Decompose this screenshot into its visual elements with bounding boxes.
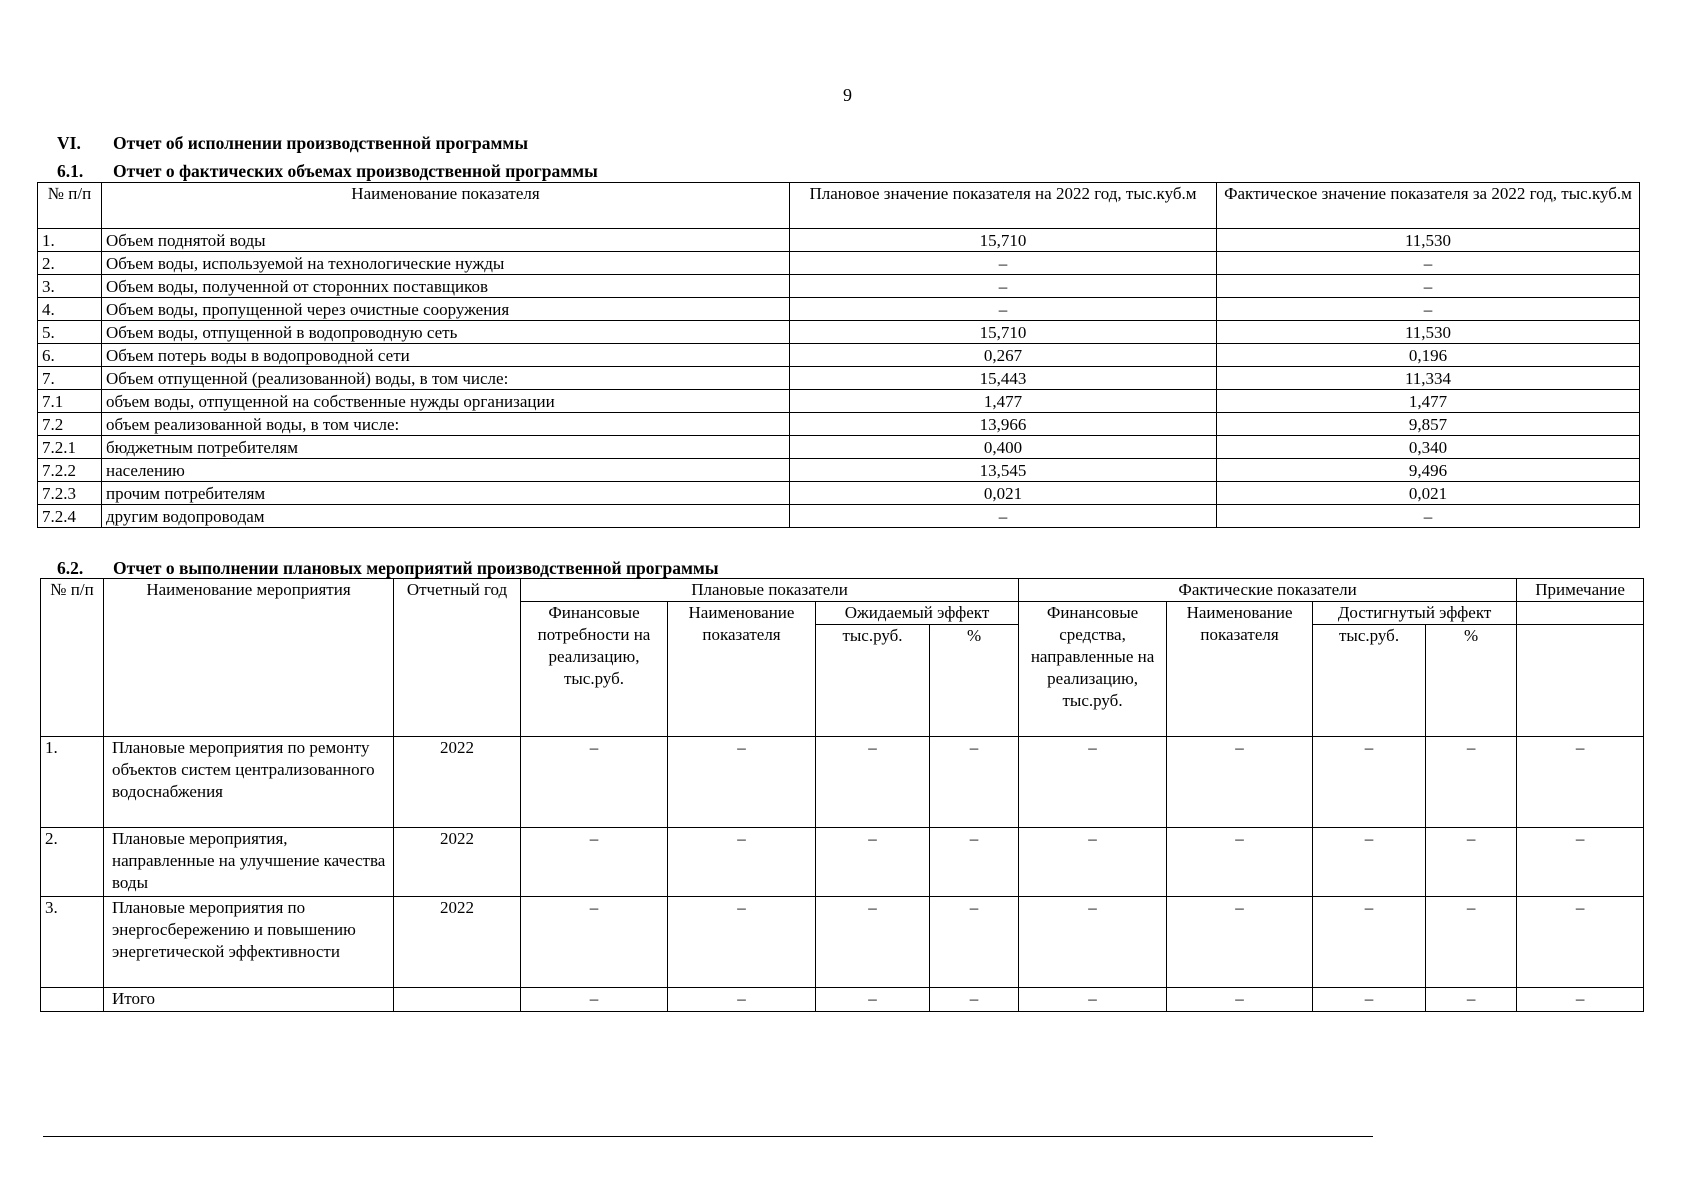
report-year: 2022 <box>394 897 521 988</box>
row-num: 7.2.4 <box>38 505 102 528</box>
plan-value: 13,545 <box>790 459 1217 482</box>
total-row <box>41 988 1644 1012</box>
activities-table <box>40 578 1644 1012</box>
plan-rub: – <box>816 737 930 828</box>
header-note-blank-2 <box>1517 625 1644 737</box>
plan-value: 13,966 <box>790 413 1217 436</box>
note: – <box>1517 897 1644 988</box>
table-row <box>41 828 1644 897</box>
subsection-2-heading <box>57 558 718 579</box>
plan-value: 15,710 <box>790 229 1217 252</box>
indicator-name: Объем отпущенной (реализованной) воды, в том числе: <box>102 367 790 390</box>
indicator-name: Объем воды, пропущенной через очистные сооружения <box>102 298 790 321</box>
row-num: 2. <box>38 252 102 275</box>
fact-rub: – <box>1313 828 1426 897</box>
indicator-name: Объем воды, отпущенной в водопроводную сеть <box>102 321 790 344</box>
indicator-name: Объем воды, используемой на технологические нужды <box>102 252 790 275</box>
section-heading <box>57 133 528 154</box>
table-row <box>38 367 1640 390</box>
header-activity-name: Наименование мероприятия <box>104 579 394 737</box>
plan-indicator: – <box>668 737 816 828</box>
plan-indicator: – <box>668 828 816 897</box>
fact-rub: – <box>1313 737 1426 828</box>
indicator-name: прочим потребителям <box>102 482 790 505</box>
fact-financing: – <box>1019 988 1167 1012</box>
table-row <box>38 321 1640 344</box>
fact-value: 0,021 <box>1217 482 1640 505</box>
fact-value: 11,530 <box>1217 321 1640 344</box>
indicator-name: Объем поднятой воды <box>102 229 790 252</box>
row-num: 3. <box>38 275 102 298</box>
row-num: 7.2.3 <box>38 482 102 505</box>
fact-value: – <box>1217 252 1640 275</box>
header-indicator-name: Наименование показателя <box>102 183 790 229</box>
fact-indicator: – <box>1167 988 1313 1012</box>
plan-value: 0,021 <box>790 482 1217 505</box>
table-row <box>41 737 1644 828</box>
fact-rub: – <box>1313 988 1426 1012</box>
table-row <box>38 505 1640 528</box>
table-row <box>38 298 1640 321</box>
header-fact-financing: Финансовые средства, направленные на реализацию, тыс.руб. <box>1019 602 1167 737</box>
indicator-name: объем реализованной воды, в том числе: <box>102 413 790 436</box>
fact-pct: – <box>1426 737 1517 828</box>
plan-value: 0,267 <box>790 344 1217 367</box>
plan-pct: – <box>930 897 1019 988</box>
indicator-name: населению <box>102 459 790 482</box>
fact-indicator: – <box>1167 828 1313 897</box>
fact-pct: – <box>1426 828 1517 897</box>
indicator-name: бюджетным потребителям <box>102 436 790 459</box>
fact-value: 0,340 <box>1217 436 1640 459</box>
note: – <box>1517 828 1644 897</box>
plan-rub: – <box>816 897 930 988</box>
row-num <box>41 988 104 1012</box>
row-num: 1. <box>41 737 104 828</box>
header-achieved-effect: Достигнутый эффект <box>1313 602 1517 625</box>
plan-pct: – <box>930 828 1019 897</box>
plan-value: – <box>790 505 1217 528</box>
subsection-2-title: Отчет о выполнении плановых мероприятий производственной программы <box>113 558 719 578</box>
plan-value: – <box>790 252 1217 275</box>
header-plan-financing: Финансовые потребности на реализацию, тыс.руб. <box>521 602 668 737</box>
table-row <box>38 275 1640 298</box>
section-number: VI. <box>57 133 81 153</box>
indicator-name: объем воды, отпущенной на собственные нужды организации <box>102 390 790 413</box>
fact-value: 11,334 <box>1217 367 1640 390</box>
header-actual-indicators: Фактические показатели <box>1019 579 1517 602</box>
fact-value: 0,196 <box>1217 344 1640 367</box>
page-number: 9 <box>843 85 852 105</box>
header-plan-rub: тыс.руб. <box>816 625 930 737</box>
note: – <box>1517 988 1644 1012</box>
fact-value: 9,496 <box>1217 459 1640 482</box>
fact-financing: – <box>1019 737 1167 828</box>
header-num: № п/п <box>41 579 104 737</box>
fact-indicator: – <box>1167 737 1313 828</box>
report-year: 2022 <box>394 828 521 897</box>
plan-indicator: – <box>668 988 816 1012</box>
plan-financing: – <box>521 897 668 988</box>
header-note: Примечание <box>1517 579 1644 602</box>
row-num: 7.1 <box>38 390 102 413</box>
subsection-1-heading <box>57 161 598 182</box>
header-plan-pct: % <box>930 625 1019 737</box>
table-row <box>38 436 1640 459</box>
plan-value: 15,710 <box>790 321 1217 344</box>
row-num: 2. <box>41 828 104 897</box>
table-row <box>38 252 1640 275</box>
fact-financing: – <box>1019 897 1167 988</box>
plan-rub: – <box>816 988 930 1012</box>
activity-name: Плановые мероприятия по ремонту объектов систем централизованного водоснабжения <box>104 737 394 828</box>
fact-financing: – <box>1019 828 1167 897</box>
total-label: Итого <box>104 988 394 1012</box>
fact-value: 9,857 <box>1217 413 1640 436</box>
header-planned-indicators: Плановые показатели <box>521 579 1019 602</box>
plan-financing: – <box>521 737 668 828</box>
fact-value: – <box>1217 505 1640 528</box>
header-fact-pct: % <box>1426 625 1517 737</box>
fact-rub: – <box>1313 897 1426 988</box>
header-report-year: Отчетный год <box>394 579 521 737</box>
table-row <box>41 897 1644 988</box>
header-num: № п/п <box>38 183 102 229</box>
subsection-2-number: 6.2. <box>57 558 84 578</box>
note: – <box>1517 737 1644 828</box>
subsection-1-number: 6.1. <box>57 161 84 181</box>
fact-value: – <box>1217 298 1640 321</box>
row-num: 7. <box>38 367 102 390</box>
indicator-name: Объем воды, полученной от сторонних поставщиков <box>102 275 790 298</box>
indicator-name: другим водопроводам <box>102 505 790 528</box>
plan-pct: – <box>930 988 1019 1012</box>
fact-value: 11,530 <box>1217 229 1640 252</box>
row-num: 7.2.1 <box>38 436 102 459</box>
header-expected-effect: Ожидаемый эффект <box>816 602 1019 625</box>
volumes-table <box>37 182 1640 528</box>
row-num: 7.2.2 <box>38 459 102 482</box>
table-row <box>38 459 1640 482</box>
header-fact-value: Фактическое значение показателя за 2022 год, тыс.куб.м <box>1217 183 1640 229</box>
table-row <box>38 229 1640 252</box>
activity-name: Плановые мероприятия по энергосбережению и повышению энергетической эффективности <box>104 897 394 988</box>
plan-value: – <box>790 275 1217 298</box>
report-year: 2022 <box>394 737 521 828</box>
indicator-name: Объем потерь воды в водопроводной сети <box>102 344 790 367</box>
table-row <box>38 390 1640 413</box>
plan-pct: – <box>930 737 1019 828</box>
plan-rub: – <box>816 828 930 897</box>
fact-pct: – <box>1426 988 1517 1012</box>
header-plan-indicator-name: Наименование показателя <box>668 602 816 737</box>
row-num: 7.2 <box>38 413 102 436</box>
header-plan-value: Плановое значение показателя на 2022 год, тыс.куб.м <box>790 183 1217 229</box>
plan-financing: – <box>521 988 668 1012</box>
fact-pct: – <box>1426 897 1517 988</box>
fact-value: 1,477 <box>1217 390 1640 413</box>
table-row <box>38 413 1640 436</box>
row-num: 4. <box>38 298 102 321</box>
row-num: 1. <box>38 229 102 252</box>
report-year <box>394 988 521 1012</box>
header-fact-indicator-name: Наименование показателя <box>1167 602 1313 737</box>
section-title: Отчет об исполнении производственной программы <box>113 133 529 153</box>
footer-rule <box>43 1136 1373 1137</box>
plan-financing: – <box>521 828 668 897</box>
plan-value: 15,443 <box>790 367 1217 390</box>
row-num: 6. <box>38 344 102 367</box>
plan-value: – <box>790 298 1217 321</box>
row-num: 5. <box>38 321 102 344</box>
activity-name: Плановые мероприятия, направленные на улучшение качества воды <box>104 828 394 897</box>
fact-indicator: – <box>1167 897 1313 988</box>
header-fact-rub: тыс.руб. <box>1313 625 1426 737</box>
row-num: 3. <box>41 897 104 988</box>
plan-value: 1,477 <box>790 390 1217 413</box>
subsection-1-title: Отчет о фактических объемах производственной программы <box>113 161 598 181</box>
table-row <box>38 344 1640 367</box>
fact-value: – <box>1217 275 1640 298</box>
plan-indicator: – <box>668 897 816 988</box>
table-row <box>38 482 1640 505</box>
plan-value: 0,400 <box>790 436 1217 459</box>
header-note-blank <box>1517 602 1644 625</box>
